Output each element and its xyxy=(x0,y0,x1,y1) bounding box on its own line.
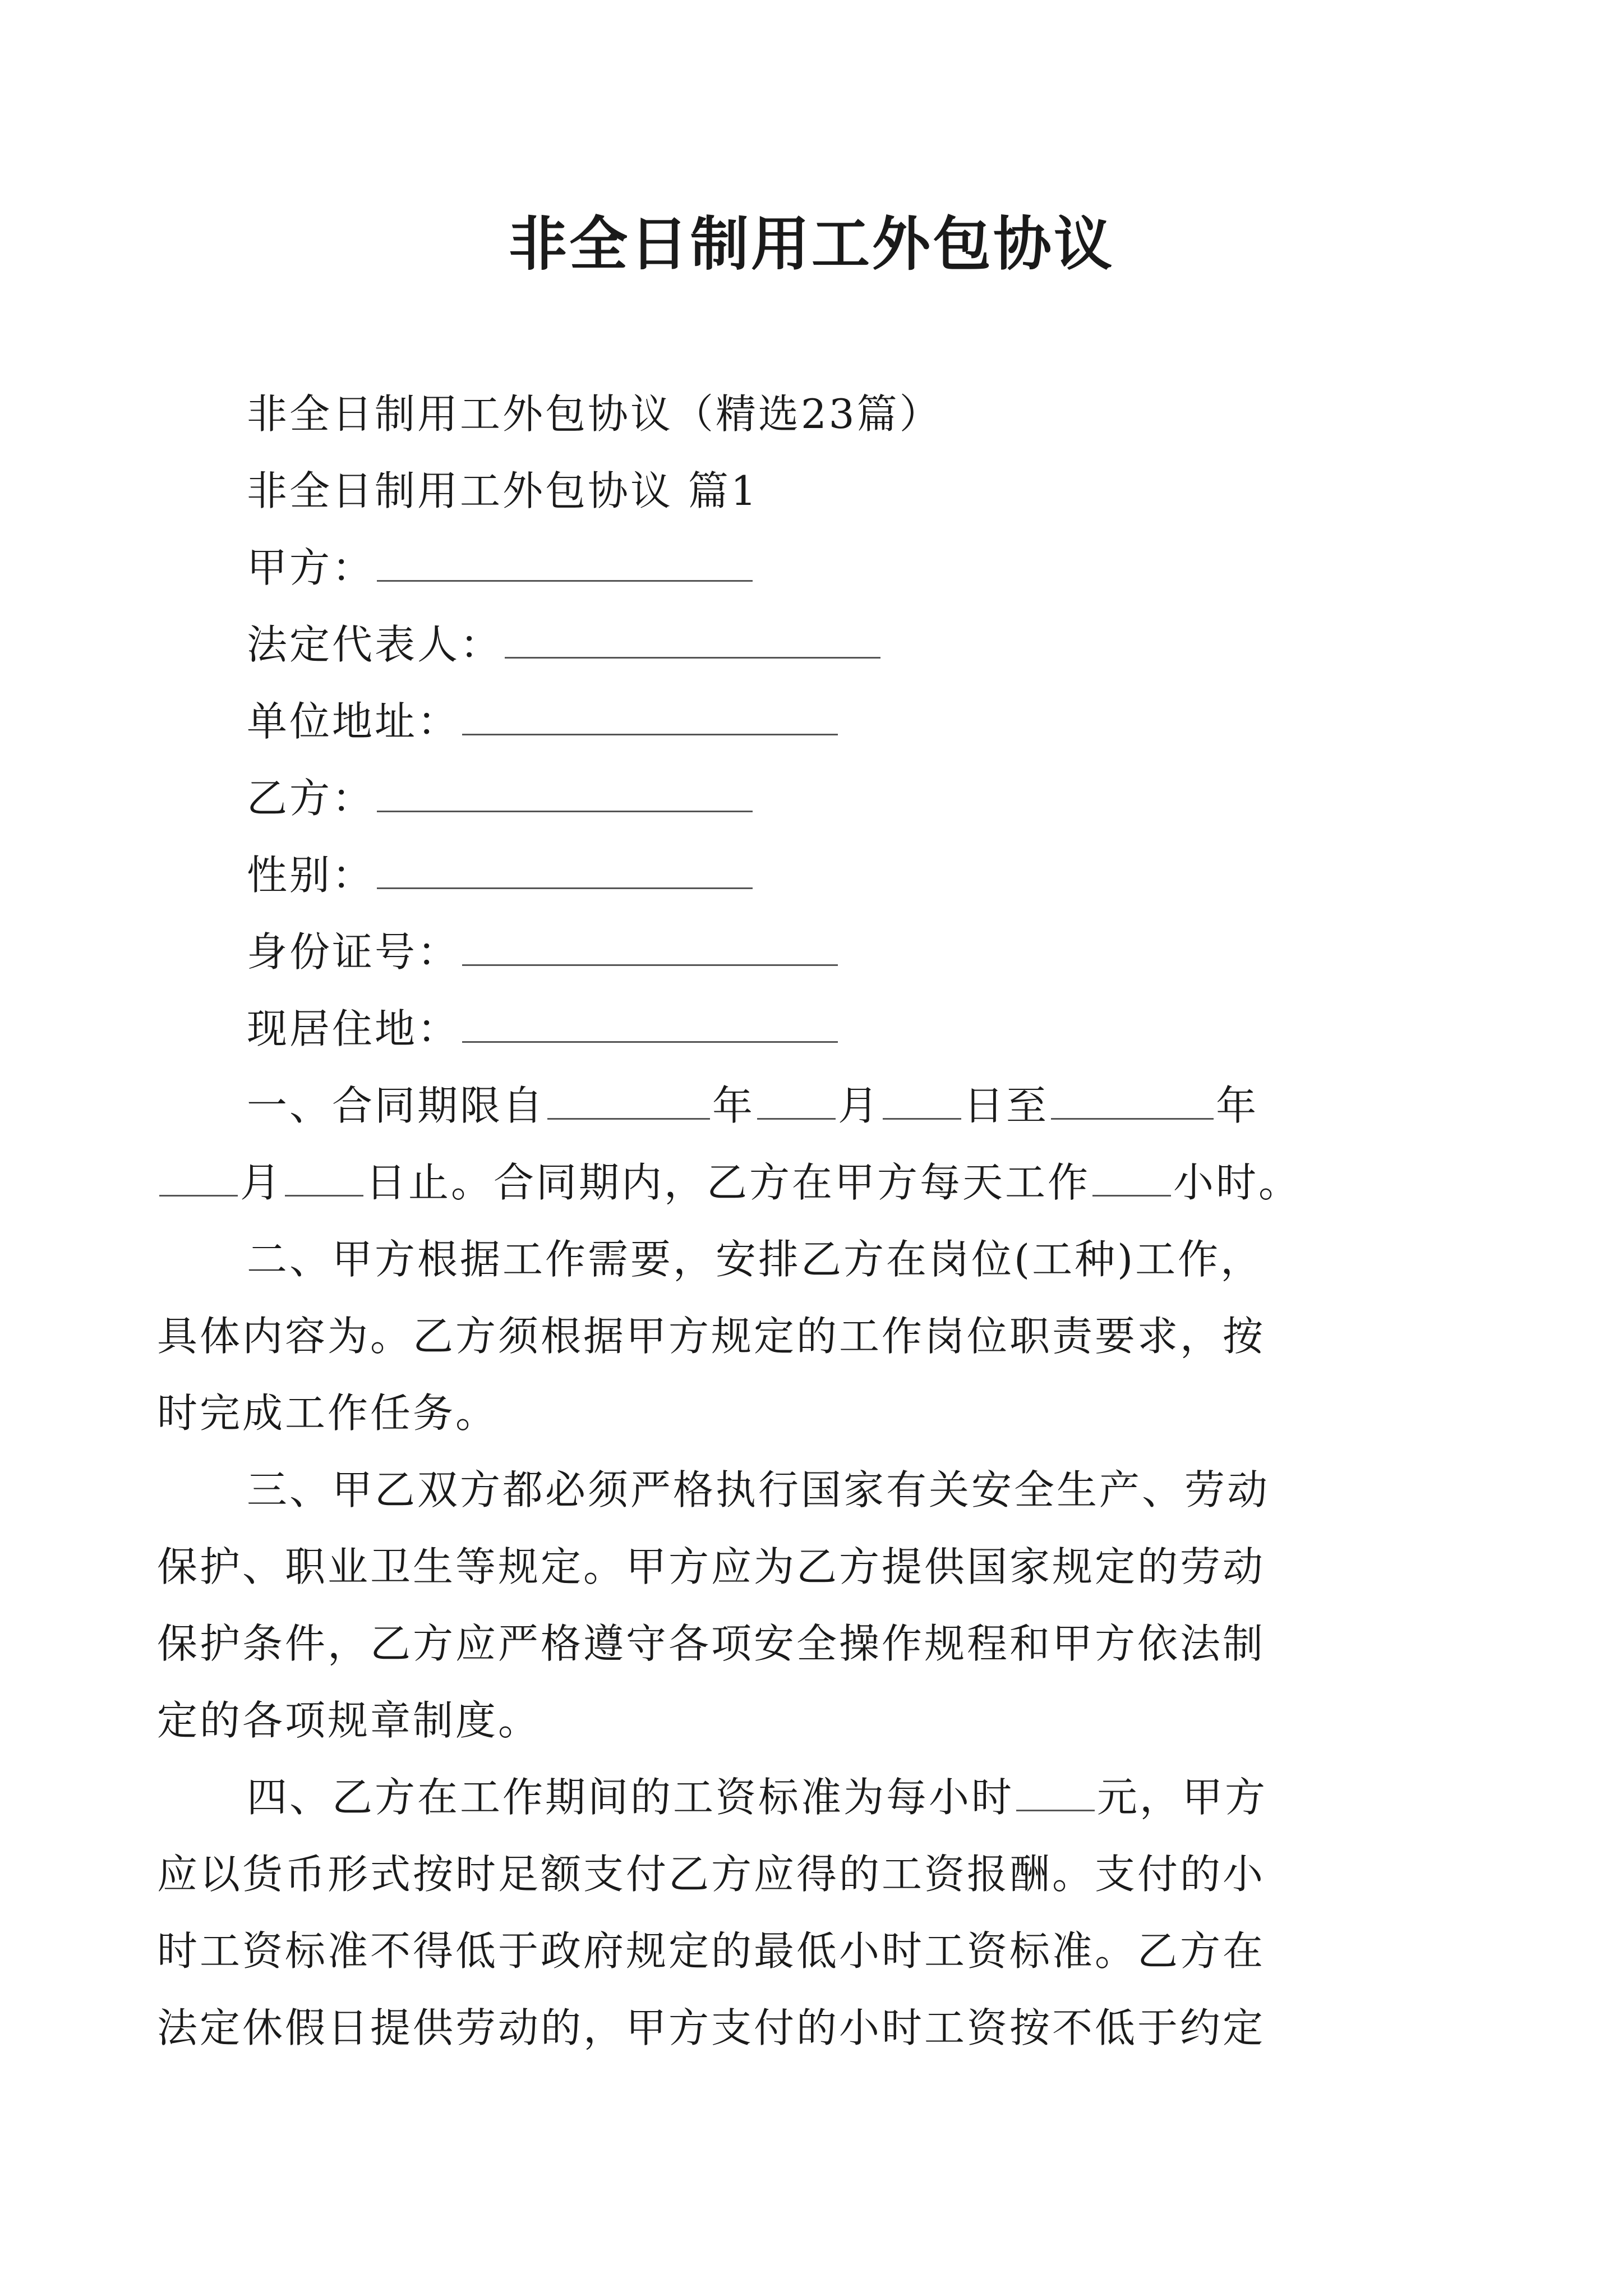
clause-text: 日至 xyxy=(963,1082,1049,1129)
current-residence-blank xyxy=(462,997,838,1043)
clause-text: 一、合同期限自 xyxy=(247,1082,546,1129)
field-party-a xyxy=(247,530,1391,606)
field-label: 单位地址： xyxy=(247,698,460,745)
clause-3-line-2: 保护、职业卫生等规定。甲方应为乙方提供国家规定的劳动 xyxy=(157,1543,1266,1590)
clause-2-line-2: 具体内容为。乙方须根据甲方规定的工作岗位职责要求，按 xyxy=(157,1313,1266,1360)
section-heading: 非全日制用工外包协议 篇1 xyxy=(247,467,759,514)
clause-text: 月 xyxy=(240,1159,283,1206)
clause-text: 月 xyxy=(838,1082,881,1129)
clause-4-line-4: 法定休假日提供劳动的，甲方支付的小时工资按不低于约定 xyxy=(157,2004,1266,2051)
end-day-blank xyxy=(285,1156,363,1197)
field-label: 性别： xyxy=(247,852,375,899)
field-label: 乙方： xyxy=(247,775,375,822)
end-month-blank xyxy=(159,1156,238,1197)
company-address-blank xyxy=(462,690,838,735)
clause-4-line-2: 应以货币形式按时足额支付乙方应得的工资报酬。支付的小 xyxy=(157,1851,1266,1898)
document-subtitle: 非全日制用工外包协议（精选23篇） xyxy=(247,390,942,438)
clause-3-line-4: 定的各项规章制度。 xyxy=(157,1697,541,1744)
field-label: 甲方： xyxy=(247,544,375,591)
clause-2-line-1: 二、甲方根据工作需要，安排乙方在岗位(工种)工作， xyxy=(247,1236,1264,1283)
clause-3-line-3: 保护条件，乙方应严格遵守各项安全操作规程和甲方依法制 xyxy=(157,1620,1266,1667)
field-label: 法定代表人： xyxy=(247,621,503,668)
start-day-blank xyxy=(883,1079,961,1120)
field-label: 身份证号： xyxy=(247,928,460,976)
document-title: 非全日制用工外包协议 xyxy=(508,209,1114,278)
clause-text: 小时。 xyxy=(1173,1159,1302,1206)
field-id-number xyxy=(247,914,1391,991)
start-month-blank xyxy=(757,1079,836,1120)
document-body xyxy=(157,376,1391,2067)
clause-3-line-1: 三、甲乙双方都必须严格执行国家有关安全生产、劳动 xyxy=(247,1466,1270,1513)
clause-text: 四、乙方在工作期间的工资标准为每小时 xyxy=(247,1774,1015,1821)
clause-4-line-1 xyxy=(247,1759,1391,1836)
field-legal-representative xyxy=(247,606,1391,683)
clause-1-line-2 xyxy=(157,1144,1391,1221)
clause-2-line-3: 时完成工作任务。 xyxy=(157,1389,499,1437)
party-a-blank xyxy=(377,536,753,582)
party-b-blank xyxy=(377,767,753,812)
field-current-residence xyxy=(247,991,1391,1068)
end-year-blank xyxy=(1051,1079,1214,1120)
clause-4-line-3: 时工资标准不得低于政府规定的最低小时工资标准。乙方在 xyxy=(157,1927,1266,1975)
start-year-blank xyxy=(547,1079,710,1120)
field-label: 现居住地： xyxy=(247,1005,460,1052)
field-gender xyxy=(247,837,1391,914)
clause-text: 年 xyxy=(712,1082,755,1129)
clause-text: 元，甲方 xyxy=(1097,1774,1268,1821)
hourly-wage-blank xyxy=(1016,1770,1095,1811)
clause-text: 日止。合同期内，乙方在甲方每天工作 xyxy=(366,1159,1091,1206)
clause-text: 年 xyxy=(1216,1082,1259,1129)
clause-1-line-1 xyxy=(247,1068,1391,1144)
daily-hours-blank xyxy=(1092,1156,1171,1197)
id-number-blank xyxy=(462,921,838,966)
field-company-address xyxy=(247,683,1391,760)
field-party-b xyxy=(247,760,1391,837)
gender-blank xyxy=(377,844,753,889)
legal-representative-blank xyxy=(505,613,880,659)
